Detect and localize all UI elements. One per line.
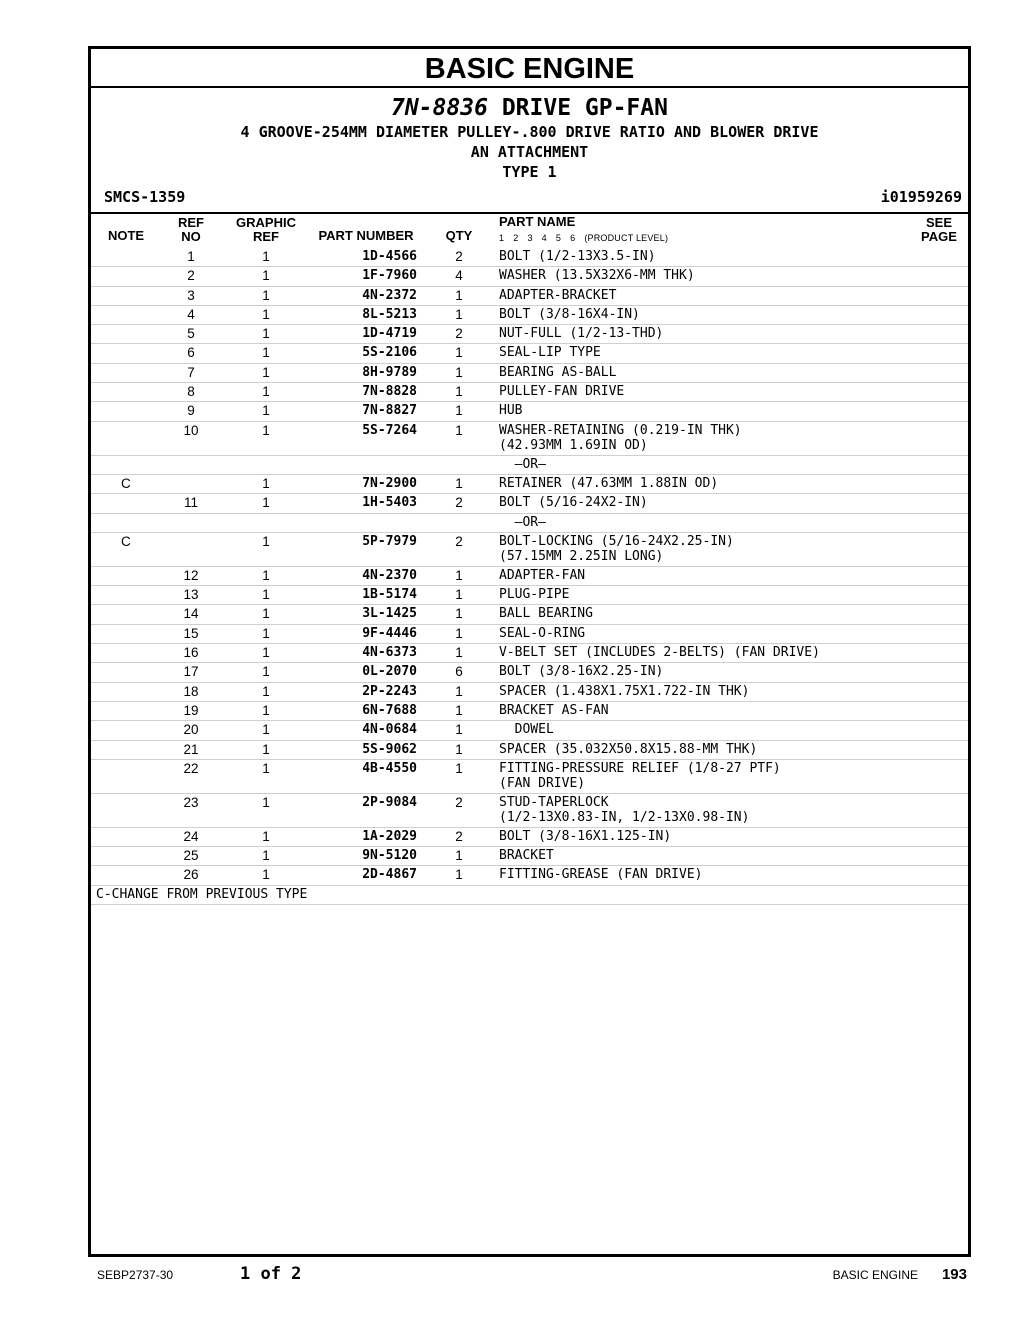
row-part-name: FITTING-PRESSURE RELIEF (1/8-27 PTF) (FAN DRIVE): [499, 760, 781, 792]
table-row: [91, 605, 968, 624]
row-ref-number: 12: [183, 567, 199, 583]
group-heading: [91, 94, 968, 122]
row-quantity: 1: [455, 364, 463, 380]
row-part-name: BRACKET AS-FAN: [499, 702, 609, 718]
footer-page-of: 1 of 2: [240, 1264, 302, 1284]
row-part-number: 9N-5120: [362, 848, 417, 864]
table-row: [91, 625, 968, 644]
table-row: [91, 760, 968, 794]
row-part-name: SEAL-O-RING: [499, 625, 586, 641]
row-quantity: 1: [455, 702, 463, 718]
row-part-name: PLUG-PIPE: [499, 587, 570, 603]
col-qty: QTY: [445, 228, 473, 243]
table-row: [91, 456, 968, 475]
table-row: [91, 567, 968, 586]
parts-page-frame: [88, 46, 971, 1257]
row-quantity: 2: [455, 794, 463, 810]
row-part-name: HUB: [499, 403, 523, 419]
row-graphic-ref: 1: [262, 828, 270, 844]
row-graphic-ref: 1: [262, 422, 270, 438]
table-row: [91, 533, 968, 567]
table-row: [91, 721, 968, 740]
row-quantity: 1: [455, 741, 463, 757]
row-graphic-ref: 1: [262, 625, 270, 641]
row-ref-number: 11: [183, 495, 198, 511]
row-part-name: SPACER (1.438X1.75X1.722-IN THK): [499, 683, 750, 699]
row-part-number: 5S-9062: [362, 741, 417, 757]
row-quantity: 1: [455, 625, 463, 641]
row-quantity: 1: [455, 722, 463, 738]
row-part-number: 2P-9084: [362, 794, 417, 810]
row-ref-number: 24: [183, 828, 199, 844]
row-quantity: 2: [455, 249, 463, 264]
footnote-text: C-CHANGE FROM PREVIOUS TYPE: [96, 886, 308, 902]
row-part-number: 4N-0684: [362, 722, 417, 738]
table-row: [91, 306, 968, 325]
row-ref-number: 9: [187, 403, 195, 419]
col-ref-no: REF NO: [178, 215, 204, 244]
row-quantity: 1: [455, 867, 463, 883]
row-ref-number: 5: [187, 326, 195, 342]
row-part-number: 0L-2070: [362, 664, 417, 680]
row-ref-number: 25: [183, 848, 199, 864]
group-description-line-3: TYPE 1: [502, 163, 557, 181]
table-row: [91, 287, 968, 306]
table-row: [91, 475, 968, 494]
row-part-name: BRACKET: [499, 848, 554, 864]
row-quantity: 1: [455, 287, 463, 303]
table-row: [91, 828, 968, 847]
row-ref-number: 13: [183, 587, 199, 603]
row-part-number: 4N-6373: [362, 645, 417, 661]
row-part-name: NUT-FULL (1/2-13-THD): [499, 326, 664, 342]
row-quantity: 1: [455, 587, 463, 603]
row-graphic-ref: 1: [262, 475, 270, 491]
section-title: BASIC ENGINE: [91, 49, 968, 88]
row-quantity: 2: [455, 828, 463, 844]
row-part-name: SEAL-LIP TYPE: [499, 345, 601, 361]
row-graphic-ref: 1: [262, 867, 270, 883]
row-part-name: BALL BEARING: [499, 606, 593, 622]
row-graphic-ref: 1: [262, 645, 270, 661]
row-graphic-ref: 1: [262, 268, 270, 284]
row-quantity: 1: [455, 683, 463, 699]
group-description-line-1: 4 GROOVE-254MM DIAMETER PULLEY-.800 DRIVE RATIO AND BLOWER DRIVE: [240, 123, 819, 141]
smcs-code: SMCS-1359: [104, 188, 186, 206]
row-part-number: 4N-2370: [362, 567, 417, 583]
row-ref-number: 20: [183, 722, 199, 738]
table-row: [91, 402, 968, 421]
row-graphic-ref: 1: [262, 326, 270, 342]
table-row: [91, 344, 968, 363]
table-row: [91, 248, 968, 267]
row-graphic-ref: 1: [262, 741, 270, 757]
row-graphic-ref: 1: [262, 664, 270, 680]
row-part-name: BEARING AS-BALL: [499, 364, 617, 380]
row-part-number: 4N-2372: [362, 287, 417, 303]
row-ref-number: 22: [183, 760, 199, 776]
row-ref-number: 23: [183, 794, 199, 810]
row-part-name: DOWEL: [499, 722, 554, 738]
table-row: [91, 702, 968, 721]
row-quantity: 2: [455, 326, 463, 342]
row-graphic-ref: 1: [262, 848, 270, 864]
product-levels: 1 2 3 4 5 6 (PRODUCT LEVEL): [499, 233, 669, 243]
row-quantity: 1: [455, 760, 463, 776]
footer-page-number: 193: [941, 1266, 967, 1283]
row-ref-number: 21: [183, 741, 199, 757]
row-part-name: V-BELT SET (INCLUDES 2-BELTS) (FAN DRIVE): [499, 645, 820, 661]
row-part-number: 7N-2900: [362, 475, 417, 491]
row-ref-number: 17: [183, 664, 199, 680]
table-row: [91, 267, 968, 286]
table-row: [91, 325, 968, 344]
row-part-number: 9F-4446: [362, 625, 417, 641]
table-row: [91, 644, 968, 663]
row-part-name: RETAINER (47.63MM 1.88IN OD): [499, 475, 719, 491]
row-part-number: 1A-2029: [362, 828, 417, 844]
row-ref-number: 14: [183, 606, 199, 622]
table-row: [91, 866, 968, 885]
row-part-name: PULLEY-FAN DRIVE: [499, 384, 625, 400]
col-part-number: PART NUMBER: [318, 228, 414, 243]
row-ref-number: 15: [183, 625, 199, 641]
col-see-page: SEE PAGE: [921, 215, 957, 244]
row-part-name: —OR—: [499, 456, 546, 472]
row-ref-number: 18: [183, 683, 199, 699]
row-part-number: 2P-2243: [362, 683, 417, 699]
row-part-number: 8H-9789: [362, 364, 417, 380]
row-part-name: BOLT (5/16-24X2-IN): [499, 495, 648, 511]
row-quantity: 4: [455, 268, 463, 284]
row-part-name: BOLT-LOCKING (5/16-24X2.25-IN) (57.15MM 2.25IN LONG): [499, 533, 734, 565]
table-row: [91, 514, 968, 533]
row-part-number: 2D-4867: [362, 867, 417, 883]
row-ref-number: 16: [183, 645, 199, 661]
row-ref-number: 8: [187, 384, 195, 400]
row-ref-number: 2: [187, 268, 195, 284]
row-part-number: 7N-8827: [362, 403, 417, 419]
table-row: [91, 494, 968, 513]
row-part-number: 1F-7960: [362, 268, 417, 284]
footer-section: BASIC ENGINE: [832, 1268, 918, 1282]
row-graphic-ref: 1: [262, 722, 270, 738]
row-ref-number: 3: [187, 287, 195, 303]
row-quantity: 2: [455, 495, 463, 511]
row-quantity: 1: [455, 848, 463, 864]
table-row: [91, 383, 968, 402]
table-row: [91, 683, 968, 702]
col-note: NOTE: [107, 228, 145, 243]
row-graphic-ref: 1: [262, 364, 270, 380]
footnote-row: [91, 886, 968, 905]
table-row: [91, 794, 968, 828]
row-graphic-ref: 1: [262, 533, 270, 549]
row-ref-number: 10: [183, 422, 199, 438]
row-part-number: 6N-7688: [362, 702, 417, 718]
row-part-number: 5P-7979: [362, 533, 417, 549]
row-part-name: SPACER (35.032X50.8X15.88-MM THK): [499, 741, 758, 757]
row-ref-number: 26: [183, 867, 199, 883]
row-quantity: 1: [455, 345, 463, 361]
table-row: [91, 422, 968, 456]
group-description-line-2: AN ATTACHMENT: [470, 143, 589, 161]
row-part-number: 1H-5403: [362, 495, 417, 511]
row-quantity: 2: [455, 533, 463, 549]
row-part-name: FITTING-GREASE (FAN DRIVE): [499, 867, 703, 883]
row-note: C: [121, 475, 131, 491]
row-quantity: 1: [455, 306, 463, 322]
row-part-name: BOLT (1/2-13X3.5-IN): [499, 249, 656, 264]
row-graphic-ref: 1: [262, 683, 270, 699]
row-graphic-ref: 1: [262, 760, 270, 776]
row-part-number: 8L-5213: [362, 306, 417, 322]
row-ref-number: 7: [187, 364, 195, 380]
row-quantity: 1: [455, 475, 463, 491]
footer-document-number: SEBP2737-30: [97, 1268, 174, 1282]
row-graphic-ref: 1: [262, 306, 270, 322]
row-graphic-ref: 1: [262, 702, 270, 718]
row-part-number: 1D-4719: [362, 326, 417, 342]
row-quantity: 1: [455, 422, 463, 438]
table-row: [91, 364, 968, 383]
row-part-number: 1D-4566: [362, 249, 417, 264]
row-graphic-ref: 1: [262, 384, 270, 400]
illustration-id: i01959269: [880, 188, 962, 206]
row-quantity: 1: [455, 645, 463, 661]
parts-table: [91, 248, 968, 905]
row-part-name: BOLT (3/8-16X2.25-IN): [499, 664, 664, 680]
row-part-number: 3L-1425: [362, 606, 417, 622]
row-ref-number: 6: [187, 345, 195, 361]
row-part-number: 5S-2106: [362, 345, 417, 361]
row-ref-number: 19: [183, 702, 199, 718]
row-part-name: STUD-TAPERLOCK (1/2-13X0.83-IN, 1/2-13X0.98-IN): [499, 794, 750, 826]
row-part-name: WASHER-RETAINING (0.219-IN THK) (42.93MM 1.69IN OD): [499, 422, 742, 454]
row-part-number: 5S-7264: [362, 422, 417, 438]
row-graphic-ref: 1: [262, 345, 270, 361]
row-graphic-ref: 1: [262, 287, 270, 303]
row-ref-number: 1: [187, 249, 195, 264]
col-part-name: PART NAME: [499, 214, 576, 229]
row-part-name: ADAPTER-BRACKET: [499, 287, 617, 303]
row-part-number: 1B-5174: [362, 587, 417, 603]
row-note: C: [121, 533, 131, 549]
table-row: [91, 847, 968, 866]
row-part-name: BOLT (3/8-16X4-IN): [499, 306, 640, 322]
row-quantity: 1: [455, 403, 463, 419]
col-graphic-ref: GRAPHIC REF: [236, 215, 296, 244]
row-part-number: 4B-4550: [362, 760, 417, 776]
table-row: [91, 586, 968, 605]
row-quantity: 1: [455, 606, 463, 622]
row-part-number: 7N-8828: [362, 384, 417, 400]
row-graphic-ref: 1: [262, 567, 270, 583]
group-title: DRIVE GP-FAN: [501, 95, 668, 121]
row-graphic-ref: 1: [262, 495, 270, 511]
row-part-name: ADAPTER-FAN: [499, 567, 586, 583]
row-ref-number: 4: [187, 306, 195, 322]
row-quantity: 1: [455, 384, 463, 400]
row-graphic-ref: 1: [262, 403, 270, 419]
row-graphic-ref: 1: [262, 794, 270, 810]
row-graphic-ref: 1: [262, 606, 270, 622]
row-part-name: WASHER (13.5X32X6-MM THK): [499, 268, 695, 284]
group-part-number: 7N-8836: [391, 95, 488, 121]
table-row: [91, 663, 968, 682]
row-part-name: —OR—: [499, 514, 546, 530]
row-graphic-ref: 1: [262, 249, 270, 264]
row-quantity: 1: [455, 567, 463, 583]
row-quantity: 6: [455, 664, 463, 680]
row-graphic-ref: 1: [262, 587, 270, 603]
table-row: [91, 741, 968, 760]
row-part-name: BOLT (3/8-16X1.125-IN): [499, 828, 672, 844]
